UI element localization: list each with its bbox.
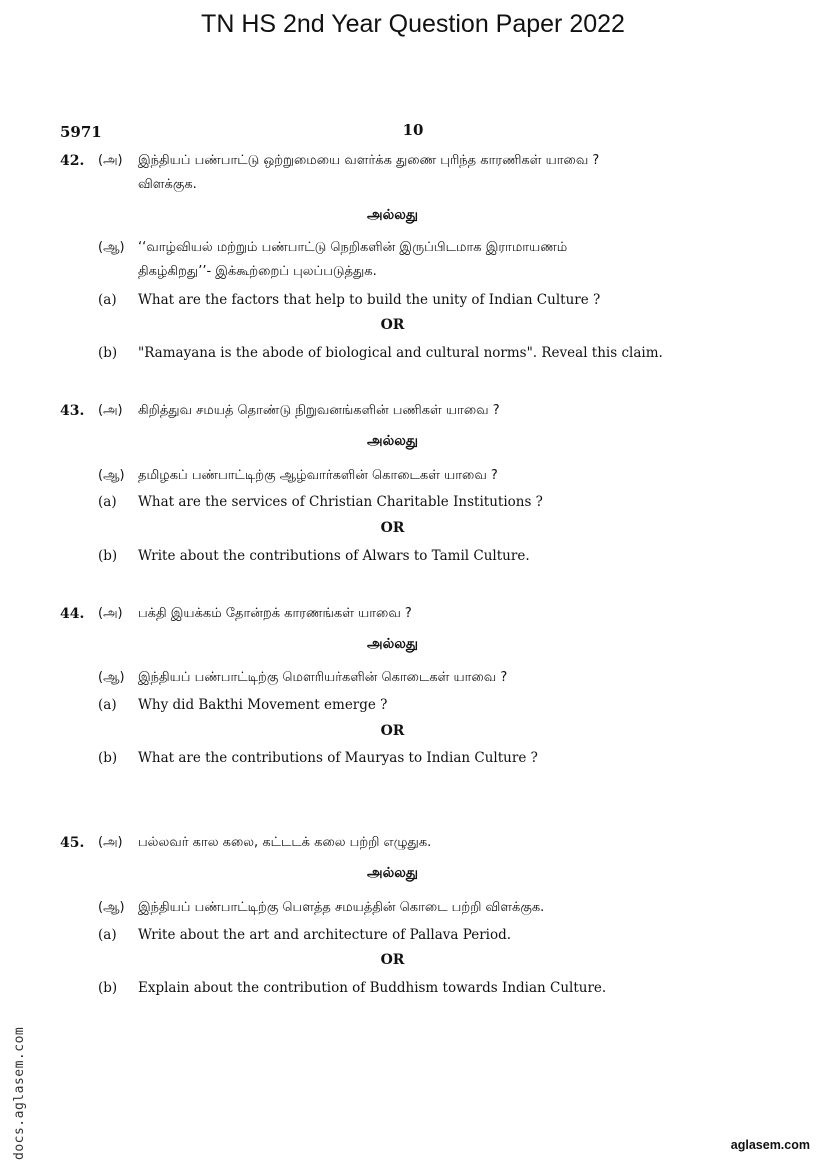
question-text-english-a: What are the factors that help to build the unity of Indian Culture ? xyxy=(138,292,601,308)
option-mark-english-b: (b) xyxy=(98,345,118,361)
question-number: 43. xyxy=(60,403,85,419)
side-watermark: docs.aglasem.com xyxy=(12,1026,27,1160)
option-mark-english-a: (a) xyxy=(98,927,117,943)
option-mark-tamil-b: (ஆ) xyxy=(98,240,125,255)
question-text-tamil-a: பக்தி இயக்கம் தோன்றக் காரணங்கள் யாவை ? xyxy=(138,606,412,621)
option-mark-tamil-a: (அ) xyxy=(98,403,123,418)
question-text-english-a: Write about the art and architecture of Pallava Period. xyxy=(138,927,512,943)
or-separator-tamil: அல்லது xyxy=(367,636,418,652)
question-text-tamil-a: கிறித்துவ சமயத் தொண்டு நிறுவனங்களின் பணிகள் யாவை ? xyxy=(138,403,500,418)
text-line: இந்தியப் பண்பாட்டு ஒற்றுமையை வளர்க்க துணை புரிந்த காரணிகள் யாவை ? xyxy=(138,153,600,168)
option-mark-english-a: (a) xyxy=(98,494,117,510)
option-mark-english-b: (b) xyxy=(98,750,118,766)
option-mark-tamil-a: (அ) xyxy=(98,835,123,850)
option-mark-tamil-b: (ஆ) xyxy=(98,900,125,915)
question-text-english-b: "Ramayana is the abode of biological and cultural norms". Reveal this claim. xyxy=(138,345,663,361)
text-line: திகழ்கிறது’’- இக்கூற்றைப் புலப்படுத்துக. xyxy=(138,264,377,279)
question-number: 45. xyxy=(60,835,85,851)
option-mark-english-a: (a) xyxy=(98,697,117,713)
question-text-tamil-b xyxy=(138,236,730,284)
question-text-tamil-b: தமிழகப் பண்பாட்டிற்கு ஆழ்வார்களின் கொடைகள் யாவை ? xyxy=(138,468,498,483)
text-line: விளக்குக. xyxy=(138,177,197,192)
option-mark-english-b: (b) xyxy=(98,548,118,564)
or-separator-english: OR xyxy=(380,723,405,739)
footer-brand: aglasem.com xyxy=(730,1138,810,1152)
question-text-english-b: What are the contributions of Mauryas to Indian Culture ? xyxy=(138,750,538,766)
question-number: 44. xyxy=(60,606,85,622)
question-text-english-a: What are the services of Christian Charitable Institutions ? xyxy=(138,494,543,510)
question-text-english-a: Why did Bakthi Movement emerge ? xyxy=(138,697,388,713)
or-separator-english: OR xyxy=(380,317,405,333)
question-text-english-b: Write about the contributions of Alwars to Tamil Culture. xyxy=(138,548,530,564)
page-number: 10 xyxy=(402,121,424,139)
option-mark-english-b: (b) xyxy=(98,980,118,996)
option-mark-tamil-b: (ஆ) xyxy=(98,670,125,685)
option-mark-tamil-a: (அ) xyxy=(98,606,123,621)
question-text-english-b: Explain about the contribution of Buddhism towards Indian Culture. xyxy=(138,980,607,996)
question-text-tamil-a: பல்லவர் கால கலை, கட்டடக் கலை பற்றி எழுதுக. xyxy=(138,835,432,850)
or-separator-english: OR xyxy=(380,952,405,968)
page-banner-title: TN HS 2nd Year Question Paper 2022 xyxy=(201,10,625,38)
paper-code: 5971 xyxy=(60,123,102,141)
question-text-tamil-a xyxy=(138,149,730,197)
question-text-tamil-b: இந்தியப் பண்பாட்டிற்கு பௌத்த சமயத்தின் கொடை பற்றி விளக்குக. xyxy=(138,900,545,915)
question-text-tamil-b: இந்தியப் பண்பாட்டிற்கு மௌரியர்களின் கொடைகள் யாவை ? xyxy=(138,670,508,685)
question-number: 42. xyxy=(60,153,85,169)
option-mark-english-a: (a) xyxy=(98,292,117,308)
text-line: ‘‘வாழ்வியல் மற்றும் பண்பாட்டு நெறிகளின் இருப்பிடமாக இராமாயணம் xyxy=(138,240,568,255)
or-separator-english: OR xyxy=(380,520,405,536)
option-mark-tamil-a: (அ) xyxy=(98,153,123,168)
or-separator-tamil: அல்லது xyxy=(367,207,418,223)
option-mark-tamil-b: (ஆ) xyxy=(98,468,125,483)
or-separator-tamil: அல்லது xyxy=(367,865,418,881)
or-separator-tamil: அல்லது xyxy=(367,433,418,449)
